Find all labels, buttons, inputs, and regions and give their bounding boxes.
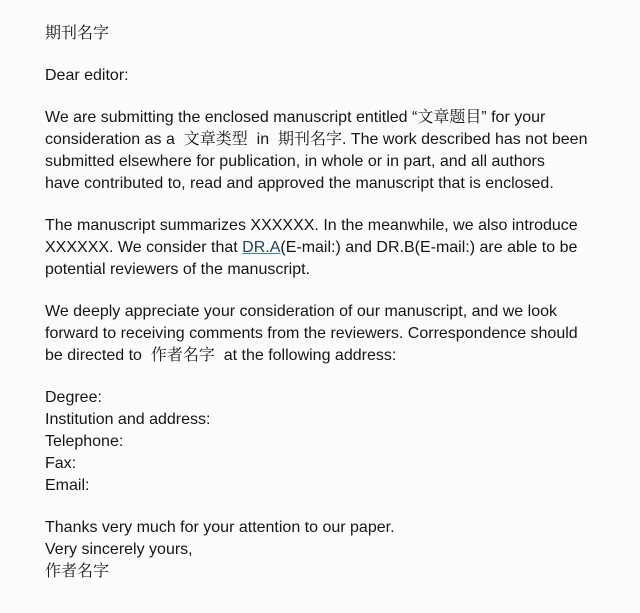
contact-field-email: Email:: [45, 477, 90, 494]
reviewers-text-before: XXXXXX. We consider that: [45, 239, 243, 256]
paragraph-correspondence-line: We deeply appreciate your consideration of our manuscript, and we look: [45, 303, 557, 320]
closing-valediction: Very sincerely yours,: [45, 541, 193, 558]
reviewer-a-link[interactable]: DR.A: [242, 239, 281, 256]
paragraph-reviewers: [45, 215, 632, 281]
closing-thanks: Thanks very much for your attention to our paper.: [45, 519, 395, 536]
paragraph-submission-line: submitted elsewhere for publication, in whole or in part, and all authors: [45, 153, 545, 170]
paragraph-correspondence: [45, 301, 632, 367]
journal-name-block: [45, 23, 632, 45]
paragraph-reviewers-line: potential reviewers of the manuscript.: [45, 261, 311, 278]
contact-field-fax: Fax:: [45, 455, 77, 472]
paragraph-correspondence-line: be directed to 作者名字 at the following address:: [45, 347, 397, 364]
paragraph-correspondence-line: forward to receiving comments from the reviewers. Correspondence should: [45, 325, 578, 342]
contact-field-degree: Degree:: [45, 389, 102, 406]
paragraph-submission-line: We are submitting the enclosed manuscript entitled “文章题目” for your: [45, 109, 546, 126]
closing-block: [45, 517, 632, 583]
contact-fields-block: [45, 387, 632, 497]
closing-author-name: 作者名字: [45, 563, 110, 580]
contact-field-telephone: Telephone:: [45, 433, 124, 450]
salutation: Dear editor:: [45, 67, 129, 84]
salutation-block: [45, 65, 632, 87]
paragraph-reviewers-line: [45, 237, 632, 259]
paragraph-submission-line: have contributed to, read and approved the manuscript that is enclosed.: [45, 175, 554, 192]
paragraph-submission: [45, 107, 632, 195]
paragraph-reviewers-line: The manuscript summarizes XXXXXX. In the meanwhile, we also introduce: [45, 217, 578, 234]
paragraph-submission-line: consideration as a 文章类型 in 期刊名字. The work described has not been: [45, 131, 588, 148]
contact-field-institution: Institution and address:: [45, 411, 211, 428]
reviewers-text-after: (E-mail:) and DR.B(E-mail:) are able to be: [280, 239, 578, 256]
journal-name: 期刊名字: [45, 25, 110, 42]
